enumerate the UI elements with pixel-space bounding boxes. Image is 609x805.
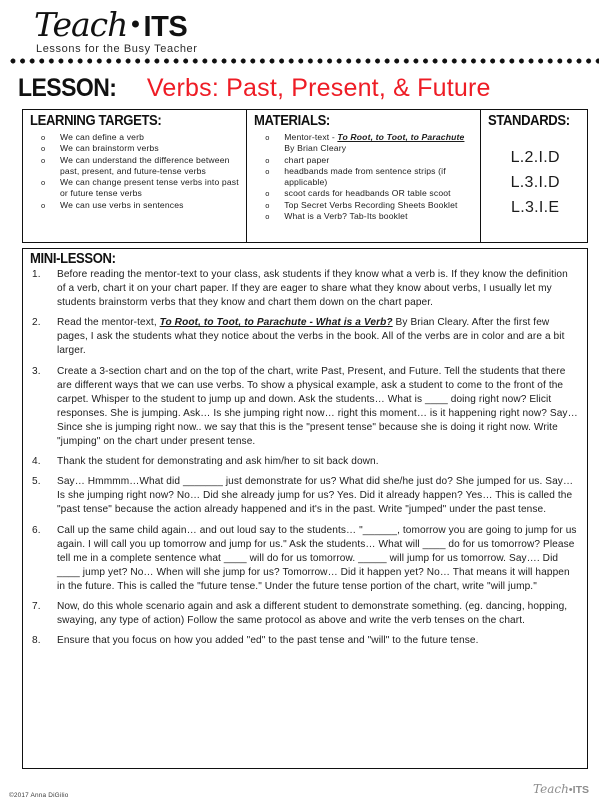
list-item: o We can understand the difference between past, present, and future-tense verbs: [30, 155, 241, 178]
learning-targets-list: [30, 132, 241, 211]
lesson-title: Verbs: Past, Present, & Future: [146, 74, 491, 102]
list-item: Before reading the mentor-text to your class, ask students if they know what a verb is. If they know the definition of a verb, chart it on your chart paper. If they are eager to share what they know about verbs, I usually let my students brainstorm verbs that they know and chart them down on the chart paper.: [57, 269, 568, 309]
standard-code: L.2.I.D: [510, 149, 560, 166]
list-item: Ensure that you focus on how you added "ed" to the past tense and "will" to the future tense.: [57, 635, 479, 647]
list-item: o Top Secret Verbs Recording Sheets Booklet: [254, 200, 475, 211]
mini-lesson-box: [22, 248, 588, 769]
brand-logo-script: Teach: [34, 5, 128, 44]
standards-list: [488, 145, 582, 220]
brand-tagline: Lessons for the Busy Teacher: [36, 43, 198, 55]
brand-logo-block: ITS: [143, 11, 188, 43]
list-item: o We can use verbs in sentences: [30, 200, 241, 211]
lesson-info-box: [22, 109, 588, 243]
list-item: Thank the student for demonstrating and ask him/her to sit back down.: [57, 456, 379, 468]
emphasized-title: To Root, to Toot, to Parachute - What is a Verb?: [159, 317, 393, 329]
lesson-label: LESSON:: [18, 74, 117, 102]
brand-logo-dot: •: [128, 11, 143, 39]
list-item: Now, do this whole scenario again and ask a different student to demonstrate something. (eg. dancing, hopping, swaying, any type of action) Follow the same protocol as above and write the verb tenses on the chart.: [57, 600, 568, 627]
copyright-text: ©2017 Anna DiGilio: [9, 792, 69, 799]
standard-code: L.3.I.D: [510, 174, 560, 191]
page-header: [0, 0, 609, 66]
dotted-divider: [10, 58, 599, 66]
list-item: o scoot cards for headbands OR table scoot: [254, 188, 475, 199]
brand-logo-mark: [34, 5, 609, 44]
footer-logo-block: ITS: [572, 784, 589, 796]
emphasized-title: To Root, to Toot, to Parachute: [337, 132, 465, 142]
materials-column: [247, 110, 481, 242]
list-item: o What is a Verb? Tab-Its booklet: [254, 211, 475, 222]
standards-heading: STANDARDS:: [488, 113, 571, 129]
list-item: o We can brainstorm verbs: [30, 143, 241, 154]
list-item: Create a 3-section chart and on the top of the chart, write Past, Present, and Future. Tell the students that there are different ways that we can use verbs. To show a physical example, ask a student to come to the front of the carpet. Whisper to the student to jump up and down. Ask the students… What is ____ doing right now? Elicit responses. She is jumping. Ask… Is she jumping right now… right this moment… is it happening right now? Say… Since she is jumping right now.. we say that this is the "present tense" because she is doing it right now. Write "jumping" on the chart under present tense.: [57, 365, 578, 448]
mini-lesson-steps: [30, 268, 579, 648]
materials-list: [254, 132, 475, 222]
list-item: Call up the same child again… and out loud say to the students… "______, tomorrow you are going to jump for us again. I will call you up tomorrow and jump for us." Ask the students… What will ____ do for us tomorrow? Please tell me in a complete sentence what ____ will do for us tomorrow. _____ will jump for us tomorrow. Say…. Did ____ jump yet? No… When will she jump for us? Tomorrow… Did it happen yet? No… That means it will happen in the future. This is called the "future tense." Under the future tense portion of the chart, write "will jump.": [57, 524, 577, 592]
mini-lesson-heading: MINI-LESSON:: [30, 251, 116, 267]
learning-targets-heading: LEARNING TARGETS:: [30, 113, 162, 129]
lesson-title-row: [0, 66, 609, 109]
list-item: o We can define a verb: [30, 132, 241, 143]
materials-heading: MATERIALS:: [254, 113, 331, 129]
learning-targets-column: [23, 110, 247, 242]
footer-brand-logo: [533, 782, 589, 796]
list-item: o headbands made from sentence strips (if applicable): [254, 166, 475, 189]
list-item: Read the mentor-text, To Root, to Toot, to Parachute - What is a Verb? By Brian Cleary. After the first few pages, I ask the students what they notice about the verbs in the book. All of the verbs are in color and are a bit larger.: [57, 317, 565, 357]
footer-logo-script: Teach: [533, 782, 569, 796]
list-item: o chart paper: [254, 155, 475, 166]
page-footer: [0, 777, 609, 801]
standard-code: L.3.I.E: [511, 199, 560, 216]
list-item: Say… Hmmmm…What did _______ just demonstrate for us? What did she/he just do? She jumped for us. Say… Is she jumping right now? No… Did she already jump for us? Yes. Did it already happen? Yes… This is called the "past tense" because the action already happened and it's in the past. Write "jumped" under the past tense.: [57, 476, 574, 516]
brand-logo: [0, 5, 609, 55]
standards-column: [481, 110, 587, 242]
footer-logo-dot: •: [568, 784, 573, 796]
list-item: o Mentor-text - To Root, to Toot, to Parachute By Brian Cleary: [254, 132, 475, 155]
list-item: o We can change present tense verbs into past or future tense verbs: [30, 177, 241, 200]
